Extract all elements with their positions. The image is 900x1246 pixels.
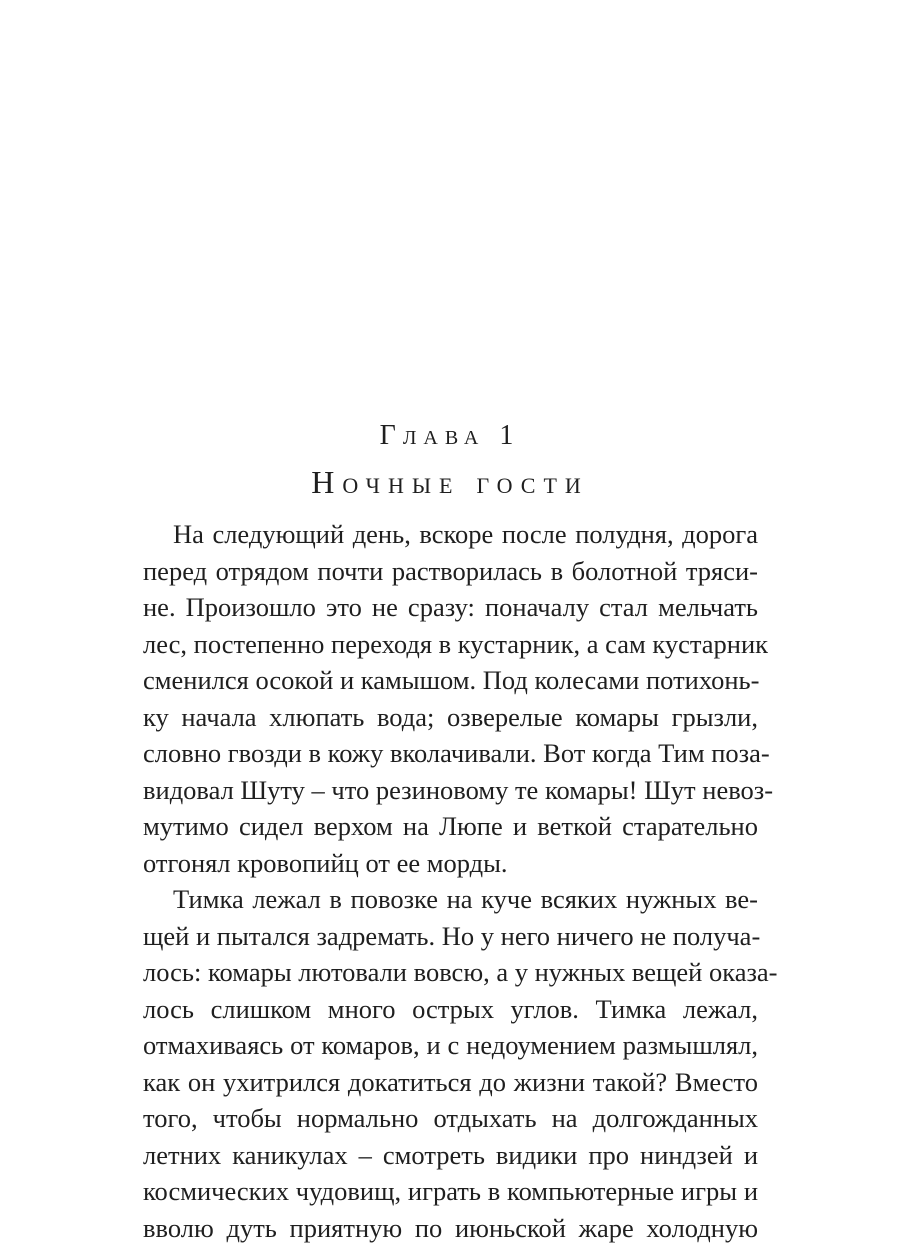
text-line: лось слишком много острых углов. Тимка лежал, [143, 991, 758, 1028]
text-line: видовал Шуту – что резиновому те комары! Шут невоз- [143, 772, 758, 809]
text-line: мутимо сидел верхом на Люпе и веткой старательно [143, 808, 758, 845]
text-line: не. Произошло это не сразу: поначалу стал мельчать [143, 589, 758, 626]
chapter-body [143, 516, 758, 1246]
chapter-title: Ночные гости [0, 462, 900, 502]
text-line: как он ухитрился докатиться до жизни такой? Вместо [143, 1064, 758, 1101]
text-line: словно гвозди в кожу вколачивали. Вот когда Тим поза- [143, 735, 758, 772]
paragraph-2 [143, 881, 758, 1246]
chapter-header [0, 418, 900, 502]
text-line: вволю дуть приятную по июньской жаре холодную [143, 1210, 758, 1246]
text-line: космических чудовищ, играть в компьютерные игры и [143, 1173, 758, 1210]
text-line: лес, постепенно переходя в кустарник, а сам кустарник [143, 626, 758, 663]
text-line: лось: комары лютовали вовсю, а у нужных вещей оказа- [143, 954, 758, 991]
chapter-number: Глава 1 [0, 418, 900, 454]
text-line: перед отрядом почти растворилась в болотной тряси- [143, 553, 758, 590]
text-line: отгонял кровопийц от ее морды. [143, 845, 758, 882]
paragraph-1 [143, 516, 758, 881]
text-line: щей и пытался задремать. Но у него ничего не получа- [143, 918, 758, 955]
text-line: того, чтобы нормально отдыхать на долгожданных [143, 1100, 758, 1137]
text-line: летних каникулах – смотреть видики про ниндзей и [143, 1137, 758, 1174]
text-line: ку начала хлюпать вода; озверелые комары грызли, [143, 699, 758, 736]
text-line: Тимка лежал в повозке на куче всяких нужных ве- [143, 881, 758, 918]
text-line: сменился осокой и камышом. Под колесами потихонь- [143, 662, 758, 699]
text-line: отмахиваясь от комаров, и с недоумением размышлял, [143, 1027, 758, 1064]
text-line: На следующий день, вскоре после полудня, дорога [143, 516, 758, 553]
